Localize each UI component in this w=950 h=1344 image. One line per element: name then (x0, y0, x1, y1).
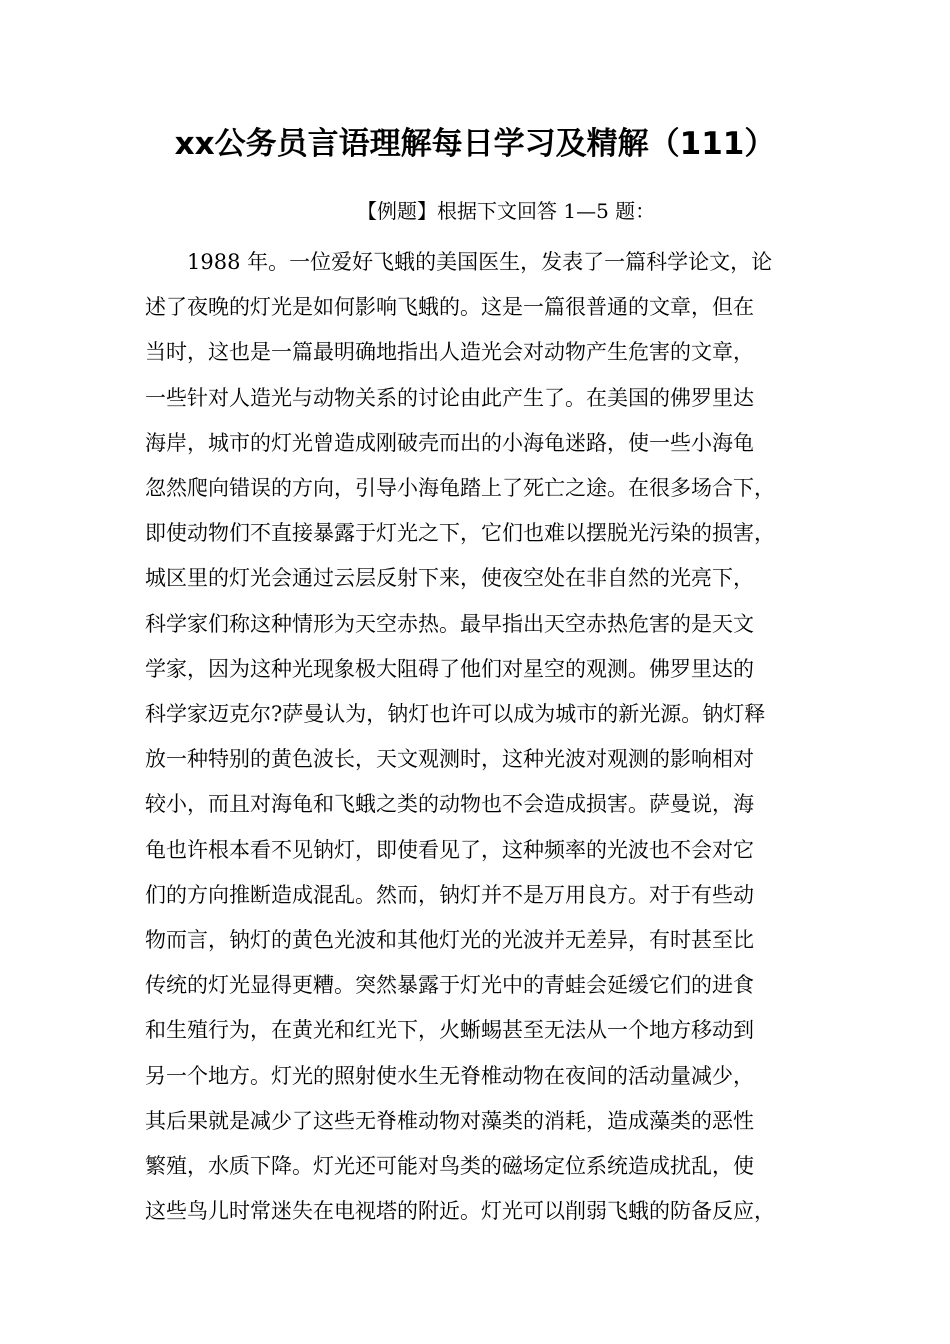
passage-line: 忽然爬向错误的方向，引导小海龟踏上了死亡之途。在很多场合下， (145, 476, 775, 500)
passage-line: 1988 年。一位爱好飞蛾的美国医生，发表了一篇科学论文，论 (145, 250, 773, 274)
passage-line: 科学家迈克尔?萨曼认为，钠灯也许可以成为城市的新光源。钠灯释 (145, 702, 766, 726)
passage-line: 这些鸟儿时常迷失在电视塔的附近。灯光可以削弱飞蛾的防备反应， (145, 1199, 775, 1223)
passage-line: 海岸，城市的灯光曾造成刚破壳而出的小海龟迷路，使一些小海龟 (145, 431, 754, 455)
passage-line: 和生殖行为，在黄光和红光下，火蜥蜴甚至无法从一个地方移动到 (145, 1018, 754, 1042)
passage-line: 一些针对人造光与动物关系的讨论由此产生了。在美国的佛罗里达 (145, 386, 754, 410)
passage-line: 放一种特别的黄色波长，天文观测时，这种光波对观测的影响相对 (145, 747, 754, 771)
passage-line: 当时，这也是一篇最明确地指出人造光会对动物产生危害的文章， (145, 340, 754, 364)
passage-line: 传统的灯光显得更糟。突然暴露于灯光中的青蛙会延缓它们的进食 (145, 973, 754, 997)
passage-line: 另一个地方。灯光的照射使水生无脊椎动物在夜间的活动量减少， (145, 1064, 754, 1088)
passage-line: 述了夜晚的灯光是如何影响飞蛾的。这是一篇很普通的文章，但在 (145, 295, 754, 319)
question-instruction: 【例题】根据下文回答 1—5 题： (357, 199, 656, 223)
passage-line: 学家，因为这种光现象极大阻碍了他们对星空的观测。佛罗里达的 (145, 657, 754, 681)
passage-line: 物而言，钠灯的黄色光波和其他灯光的光波并无差异，有时甚至比 (145, 928, 754, 952)
document-title: xx公务员言语理解每日学习及精解（111） (174, 126, 776, 162)
passage-line: 即使动物们不直接暴露于灯光之下，它们也难以摆脱光污染的损害， (145, 521, 775, 545)
passage-line: 城区里的灯光会通过云层反射下来，使夜空处在非自然的光亮下， (145, 566, 754, 590)
passage-line: 较小，而且对海龟和飞蛾之类的动物也不会造成损害。萨曼说，海 (145, 792, 754, 816)
passage-line: 其后果就是减少了这些无脊椎动物对藻类的消耗，造成藻类的恶性 (145, 1109, 754, 1133)
passage-line: 龟也许根本看不见钠灯，即使看见了，这种频率的光波也不会对它 (145, 838, 754, 862)
passage-line: 们的方向推断造成混乱。然而，钠灯并不是万用良方。对于有些动 (145, 883, 754, 907)
passage-line: 科学家们称这种情形为天空赤热。最早指出天空赤热危害的是天文 (145, 612, 754, 636)
passage-line: 繁殖，水质下降。灯光还可能对鸟类的磁场定位系统造成扰乱，使 (145, 1154, 754, 1178)
